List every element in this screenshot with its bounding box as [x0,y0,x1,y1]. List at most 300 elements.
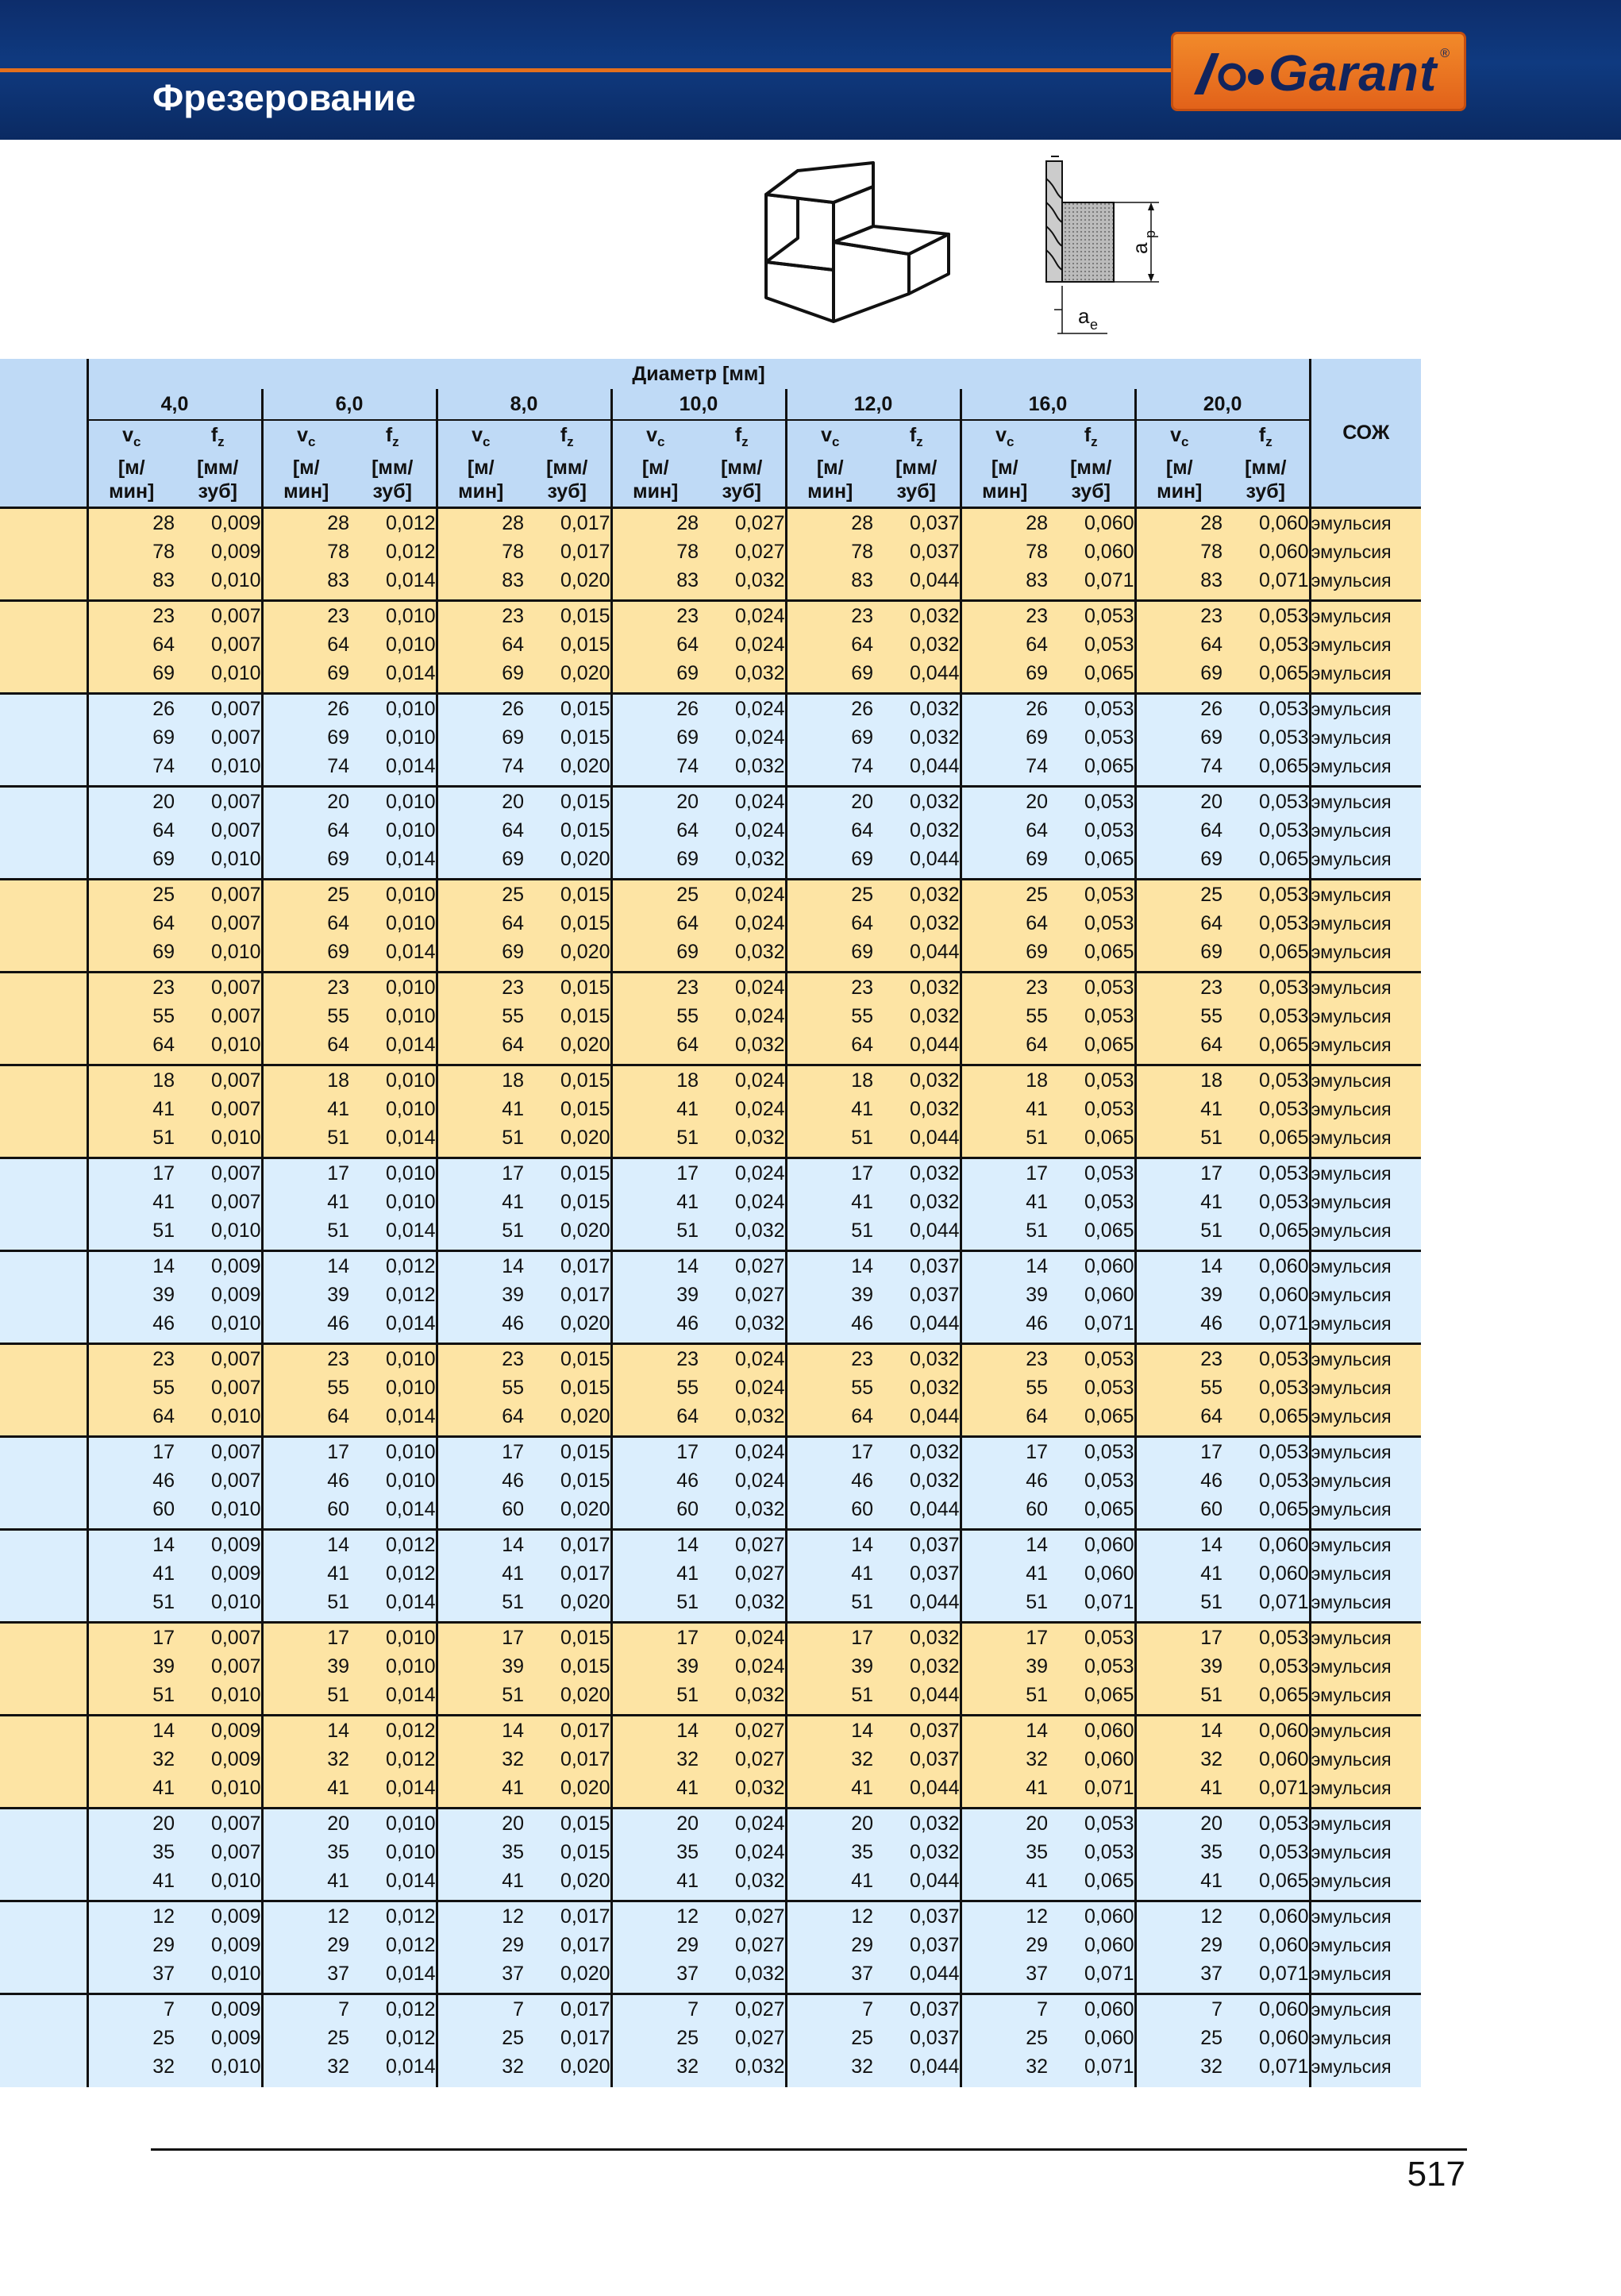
fz-cell: 0,015 0,015 0,020 [524,880,611,973]
vc-cell: 7 25 32 [87,1994,175,2087]
vc-cell: 26 69 74 [1135,694,1222,787]
material-cell [0,1901,87,1994]
diameter-12: 12,0 [786,389,961,420]
fz-cell: 0,015 0,015 0,020 [524,1809,611,1901]
milling-parameters-table [0,359,1421,2087]
fz-cell: 0,007 0,007 0,010 [175,1065,262,1158]
fz-cell: 0,024 0,024 0,032 [699,1623,786,1716]
vc-cell: 14 32 41 [437,1716,524,1809]
page-title: Фрезерование [152,77,416,118]
vc-cell: 23 55 64 [1135,1344,1222,1437]
fz-symbol-header [699,420,786,453]
ap-label: a [1128,242,1152,254]
vc-cell: 20 35 41 [961,1809,1048,1901]
vc-cell: 20 35 41 [786,1809,873,1901]
fz-cell: 0,012 0,012 0,014 [349,1716,437,1809]
fz-cell: 0,053 0,053 0,065 [1222,1158,1310,1251]
fz-cell: 0,032 0,032 0,044 [873,787,961,880]
fz-cell: 0,053 0,053 0,065 [1222,1065,1310,1158]
vc-cell: 17 39 51 [961,1623,1048,1716]
vc-cell: 26 69 74 [437,694,524,787]
fz-cell: 0,037 0,037 0,044 [873,1994,961,2087]
vc-symbol-header [786,420,873,453]
vc-cell: 20 64 69 [262,787,349,880]
fz-cell: 0,060 0,060 0,071 [1048,1994,1135,2087]
fz-cell: 0,012 0,012 0,014 [349,1994,437,2087]
vc-cell: 23 55 64 [437,973,524,1065]
vc-cell: 17 41 51 [262,1158,349,1251]
coolant-cell: эмульсия эмульсия эмульсия [1310,1901,1421,1994]
fz-cell: 0,010 0,010 0,014 [349,1809,437,1901]
vc-cell: 7 25 32 [262,1994,349,2087]
table-header [0,359,1421,508]
fz-symbol-header [524,420,611,453]
fz-cell: 0,017 0,017 0,020 [524,1530,611,1623]
vc-symbol: v [297,423,308,446]
ap-subscript: p [1142,229,1158,238]
vc-cell: 12 29 37 [1135,1901,1222,1994]
material-cell [0,973,87,1065]
vc-cell: 14 39 46 [437,1251,524,1344]
vc-cell: 12 29 37 [437,1901,524,1994]
vc-cell: 28 78 83 [87,508,175,601]
vc-cell: 14 32 41 [1135,1716,1222,1809]
vc-cell: 20 64 69 [961,787,1048,880]
fz-cell: 0,027 0,027 0,032 [699,1901,786,1994]
header-accent-line [0,68,1175,72]
fz-cell: 0,032 0,032 0,044 [873,694,961,787]
fz-cell: 0,010 0,010 0,014 [349,787,437,880]
fz-cell: 0,060 0,060 0,071 [1222,1251,1310,1344]
coolant-cell: эмульсия эмульсия эмульсия [1310,1530,1421,1623]
coolant-cell: эмульсия эмульсия эмульсия [1310,1623,1421,1716]
footer-rule [151,2148,1467,2151]
vc-cell: 23 55 64 [611,973,699,1065]
fz-cell: 0,009 0,009 0,010 [175,1251,262,1344]
vc-cell: 26 69 74 [786,694,873,787]
fz-cell: 0,053 0,053 0,065 [1048,1158,1135,1251]
vc-cell: 17 41 51 [611,1158,699,1251]
fz-cell: 0,009 0,009 0,010 [175,1901,262,1994]
fz-cell: 0,007 0,007 0,010 [175,1158,262,1251]
vc-cell: 28 78 83 [611,508,699,601]
vc-symbol: v [821,423,832,446]
vc-cell: 23 64 69 [1135,601,1222,694]
vc-subscript: c [1006,433,1015,449]
fz-cell: 0,024 0,024 0,032 [699,1158,786,1251]
vc-cell: 23 55 64 [87,1344,175,1437]
fz-cell: 0,009 0,009 0,010 [175,508,262,601]
vc-symbol-header [262,420,349,453]
vc-cell: 17 39 51 [611,1623,699,1716]
vc-symbol: v [1170,423,1181,446]
table-row [0,1530,1421,1623]
vc-symbol: v [472,423,483,446]
material-cell [0,694,87,787]
fz-cell: 0,024 0,024 0,032 [699,1437,786,1530]
vc-cell: 7 25 32 [786,1994,873,2087]
fz-cell: 0,027 0,027 0,032 [699,1530,786,1623]
fz-unit-header: [мм/ зуб] [1048,453,1135,508]
vc-unit-header: [м/ мин] [437,453,524,508]
vc-cell: 17 46 60 [262,1437,349,1530]
fz-cell: 0,032 0,032 0,044 [873,1437,961,1530]
vc-cell: 17 46 60 [961,1437,1048,1530]
fz-unit-header: [мм/ зуб] [524,453,611,508]
fz-cell: 0,027 0,027 0,032 [699,1994,786,2087]
vc-cell: 20 35 41 [1135,1809,1222,1901]
fz-symbol-header [175,420,262,453]
fz-cell: 0,053 0,053 0,065 [1048,1437,1135,1530]
fz-cell: 0,010 0,010 0,014 [349,973,437,1065]
fz-cell: 0,017 0,017 0,020 [524,1251,611,1344]
vc-cell: 20 64 69 [611,787,699,880]
vc-cell: 23 55 64 [437,1344,524,1437]
fz-subscript: z [741,433,749,449]
vc-cell: 28 78 83 [1135,508,1222,601]
fz-cell: 0,007 0,007 0,010 [175,1344,262,1437]
fz-cell: 0,053 0,053 0,065 [1222,973,1310,1065]
fz-cell: 0,060 0,060 0,071 [1048,1716,1135,1809]
vc-cell: 14 32 41 [611,1716,699,1809]
vc-cell: 23 64 69 [262,601,349,694]
vc-cell: 23 64 69 [611,601,699,694]
vc-unit-header: [м/ мин] [961,453,1048,508]
table-row [0,973,1421,1065]
fz-cell: 0,060 0,060 0,071 [1222,508,1310,601]
vc-cell: 23 64 69 [786,601,873,694]
fz-cell: 0,053 0,053 0,065 [1048,880,1135,973]
material-cell [0,1530,87,1623]
material-cell [0,1716,87,1809]
fz-cell: 0,032 0,032 0,044 [873,973,961,1065]
vc-subscript: c [307,433,316,449]
vc-cell: 14 41 51 [611,1530,699,1623]
vc-cell: 18 41 51 [611,1065,699,1158]
material-cell [0,880,87,973]
fz-cell: 0,037 0,037 0,044 [873,1530,961,1623]
fz-symbol-header [873,420,961,453]
vc-cell: 23 55 64 [1135,973,1222,1065]
vc-cell: 14 41 51 [437,1530,524,1623]
vc-cell: 14 32 41 [87,1716,175,1809]
fz-cell: 0,053 0,053 0,065 [1048,787,1135,880]
coolant-cell: эмульсия эмульсия эмульсия [1310,1158,1421,1251]
fz-cell: 0,009 0,009 0,010 [175,1716,262,1809]
fz-cell: 0,015 0,015 0,020 [524,1623,611,1716]
vc-cell: 25 64 69 [262,880,349,973]
vc-unit-header: [м/ мин] [87,453,175,508]
vc-cell: 23 55 64 [262,1344,349,1437]
fz-cell: 0,015 0,015 0,020 [524,973,611,1065]
fz-cell: 0,007 0,007 0,010 [175,1623,262,1716]
vc-cell: 14 32 41 [262,1716,349,1809]
vc-unit-header: [м/ мин] [262,453,349,508]
fz-cell: 0,015 0,015 0,020 [524,601,611,694]
vc-symbol: v [646,423,657,446]
fz-cell: 0,053 0,053 0,065 [1222,1623,1310,1716]
vc-cell: 17 39 51 [437,1623,524,1716]
material-cell [0,601,87,694]
vc-subscript: c [1180,433,1189,449]
fz-cell: 0,024 0,024 0,032 [699,601,786,694]
fz-cell: 0,032 0,032 0,044 [873,601,961,694]
table-row [0,1065,1421,1158]
material-cell [0,1809,87,1901]
fz-cell: 0,027 0,027 0,032 [699,1716,786,1809]
vc-cell: 25 64 69 [961,880,1048,973]
coolant-cell: эмульсия эмульсия эмульсия [1310,787,1421,880]
fz-cell: 0,009 0,009 0,010 [175,1994,262,2087]
fz-cell: 0,017 0,017 0,020 [524,1901,611,1994]
fz-cell: 0,012 0,012 0,014 [349,1251,437,1344]
fz-cell: 0,037 0,037 0,044 [873,508,961,601]
vc-cell: 20 64 69 [786,787,873,880]
vc-cell: 17 46 60 [611,1437,699,1530]
table-row [0,880,1421,973]
material-column-header [0,359,87,508]
fz-cell: 0,060 0,060 0,071 [1048,1251,1135,1344]
fz-cell: 0,024 0,024 0,032 [699,1809,786,1901]
vc-cell: 17 46 60 [786,1437,873,1530]
header-banner [0,0,1621,140]
fz-cell: 0,012 0,012 0,014 [349,1530,437,1623]
material-cell [0,508,87,601]
ae-subscript: e [1090,317,1099,333]
vc-cell: 17 41 51 [1135,1158,1222,1251]
fz-cell: 0,053 0,053 0,065 [1222,880,1310,973]
coolant-cell: эмульсия эмульсия эмульсия [1310,1994,1421,2087]
cutting-parameters-diagram [1032,155,1167,337]
fz-cell: 0,053 0,053 0,065 [1222,601,1310,694]
fz-symbol-header [349,420,437,453]
vc-cell: 17 39 51 [87,1623,175,1716]
coolant-cell: эмульсия эмульсия эмульсия [1310,1809,1421,1901]
vc-cell: 14 39 46 [611,1251,699,1344]
vc-cell: 20 35 41 [437,1809,524,1901]
table-row [0,787,1421,880]
vc-cell: 14 32 41 [961,1716,1048,1809]
vc-symbol-header [1135,420,1222,453]
fz-cell: 0,060 0,060 0,071 [1222,1994,1310,2087]
fz-cell: 0,015 0,015 0,020 [524,1344,611,1437]
vc-cell: 18 41 51 [961,1065,1048,1158]
fz-cell: 0,024 0,024 0,032 [699,694,786,787]
coolant-cell: эмульсия эмульсия эмульсия [1310,1716,1421,1809]
coolant-cell: эмульсия эмульсия эмульсия [1310,880,1421,973]
vc-subscript: c [656,433,665,449]
table-row [0,1437,1421,1530]
diameter-10: 10,0 [611,389,786,420]
fz-cell: 0,024 0,024 0,032 [699,880,786,973]
vc-cell: 17 41 51 [961,1158,1048,1251]
vc-cell: 25 64 69 [437,880,524,973]
vc-cell: 28 78 83 [786,508,873,601]
coolant-cell: эмульсия эмульсия эмульсия [1310,1344,1421,1437]
fz-cell: 0,024 0,024 0,032 [699,973,786,1065]
vc-symbol-header [437,420,524,453]
table-row [0,508,1421,601]
fz-cell: 0,053 0,053 0,065 [1222,1344,1310,1437]
vc-cell: 14 41 51 [1135,1530,1222,1623]
coolant-cell: эмульсия эмульсия эмульсия [1310,601,1421,694]
fz-subscript: z [218,433,225,449]
garant-logo-icon [1188,48,1267,98]
coolant-cell: эмульсия эмульсия эмульсия [1310,1251,1421,1344]
vc-cell: 18 41 51 [1135,1065,1222,1158]
vc-cell: 17 41 51 [786,1158,873,1251]
fz-cell: 0,053 0,053 0,065 [1048,1809,1135,1901]
fz-cell: 0,015 0,015 0,020 [524,1158,611,1251]
fz-subscript: z [1265,433,1273,449]
fz-unit-header: [мм/ зуб] [175,453,262,508]
vc-cell: 20 64 69 [437,787,524,880]
logo-registered-mark: ® [1440,47,1450,60]
coolant-cell: эмульсия эмульсия эмульсия [1310,508,1421,601]
material-cell [0,1344,87,1437]
vc-cell: 14 41 51 [961,1530,1048,1623]
diameter-8: 8,0 [437,389,611,420]
fz-symbol: f [1084,423,1092,446]
vc-cell: 17 39 51 [262,1623,349,1716]
vc-cell: 14 39 46 [262,1251,349,1344]
fz-cell: 0,053 0,053 0,065 [1222,694,1310,787]
fz-cell: 0,007 0,007 0,010 [175,787,262,880]
vc-cell: 26 69 74 [262,694,349,787]
fz-cell: 0,007 0,007 0,010 [175,880,262,973]
fz-unit-header: [мм/ зуб] [349,453,437,508]
vc-subscript: c [482,433,491,449]
vc-cell: 20 35 41 [262,1809,349,1901]
fz-subscript: z [392,433,399,449]
fz-cell: 0,060 0,060 0,071 [1222,1901,1310,1994]
fz-cell: 0,012 0,012 0,014 [349,1901,437,1994]
fz-cell: 0,037 0,037 0,044 [873,1716,961,1809]
fz-unit-header: [мм/ зуб] [873,453,961,508]
fz-cell: 0,017 0,017 0,020 [524,508,611,601]
coolant-header: СОЖ [1310,359,1421,508]
fz-symbol: f [1258,423,1266,446]
vc-cell: 17 39 51 [786,1623,873,1716]
vc-cell: 14 39 46 [1135,1251,1222,1344]
vc-subscript: c [831,433,840,449]
fz-cell: 0,024 0,024 0,032 [699,787,786,880]
fz-cell: 0,017 0,017 0,020 [524,1716,611,1809]
vc-cell: 20 35 41 [611,1809,699,1901]
material-cell [0,1251,87,1344]
coolant-cell: эмульсия эмульсия эмульсия [1310,694,1421,787]
vc-cell: 23 64 69 [437,601,524,694]
unit-row [0,453,1421,508]
vc-cell: 17 46 60 [1135,1437,1222,1530]
logo-text: Garant [1269,44,1438,102]
vc-cell: 17 46 60 [87,1437,175,1530]
fz-cell: 0,053 0,053 0,065 [1048,973,1135,1065]
fz-cell: 0,060 0,060 0,071 [1222,1716,1310,1809]
vc-symbol-header [87,420,175,453]
fz-symbol: f [385,423,393,446]
table-row [0,1994,1421,2087]
vc-cell: 20 64 69 [1135,787,1222,880]
vc-cell: 20 64 69 [87,787,175,880]
fz-symbol: f [909,423,917,446]
vc-cell: 18 41 51 [87,1065,175,1158]
table-row [0,601,1421,694]
table-row [0,1623,1421,1716]
vc-cell: 23 55 64 [262,973,349,1065]
vc-cell: 12 29 37 [262,1901,349,1994]
vc-cell: 7 25 32 [1135,1994,1222,2087]
fz-symbol-header [1048,420,1135,453]
vc-cell: 17 41 51 [437,1158,524,1251]
material-cell [0,1065,87,1158]
vc-cell: 14 39 46 [786,1251,873,1344]
vc-cell: 25 64 69 [87,880,175,973]
vc-cell: 23 55 64 [611,1344,699,1437]
fz-symbol-header [1222,420,1310,453]
fz-cell: 0,010 0,010 0,014 [349,1158,437,1251]
vc-cell: 23 55 64 [961,973,1048,1065]
table-row [0,1158,1421,1251]
fz-cell: 0,053 0,053 0,065 [1222,1809,1310,1901]
vc-cell: 12 29 37 [611,1901,699,1994]
fz-cell: 0,015 0,015 0,020 [524,1065,611,1158]
fz-cell: 0,010 0,010 0,014 [349,694,437,787]
table-row [0,1344,1421,1437]
vc-cell: 14 41 51 [262,1530,349,1623]
vc-cell: 18 41 51 [262,1065,349,1158]
table-row [0,694,1421,787]
fz-cell: 0,017 0,017 0,020 [524,1994,611,2087]
material-cell [0,787,87,880]
fz-cell: 0,053 0,053 0,065 [1048,694,1135,787]
workpiece-step-illustration [758,155,957,337]
vc-cell: 26 69 74 [87,694,175,787]
vc-cell: 7 25 32 [961,1994,1048,2087]
material-cell [0,1437,87,1530]
fz-cell: 0,053 0,053 0,065 [1048,601,1135,694]
fz-cell: 0,010 0,010 0,014 [349,880,437,973]
vc-unit-header: [м/ мин] [786,453,873,508]
vc-cell: 25 64 69 [786,880,873,973]
vc-cell: 23 55 64 [786,973,873,1065]
fz-cell: 0,053 0,053 0,065 [1048,1623,1135,1716]
fz-cell: 0,053 0,053 0,065 [1222,1437,1310,1530]
vc-symbol: v [122,423,133,446]
vc-cell: 23 55 64 [961,1344,1048,1437]
diameter-6: 6,0 [262,389,437,420]
vc-cell: 7 25 32 [611,1994,699,2087]
ae-label: a [1078,304,1090,328]
fz-cell: 0,032 0,032 0,044 [873,1623,961,1716]
vc-cell: 14 32 41 [786,1716,873,1809]
fz-cell: 0,060 0,060 0,071 [1222,1530,1310,1623]
vc-cell: 28 78 83 [262,508,349,601]
fz-cell: 0,007 0,007 0,010 [175,601,262,694]
vc-cell: 14 39 46 [961,1251,1048,1344]
fz-cell: 0,027 0,027 0,032 [699,508,786,601]
diameter-header: Диаметр [мм] [87,359,1310,389]
fz-cell: 0,037 0,037 0,044 [873,1251,961,1344]
fz-cell: 0,009 0,009 0,010 [175,1530,262,1623]
vc-cell: 14 39 46 [87,1251,175,1344]
table-body [0,508,1421,2087]
fz-cell: 0,010 0,010 0,014 [349,601,437,694]
fz-cell: 0,032 0,032 0,044 [873,1344,961,1437]
material-cell [0,1623,87,1716]
fz-cell: 0,010 0,010 0,014 [349,1344,437,1437]
table-row [0,1809,1421,1901]
